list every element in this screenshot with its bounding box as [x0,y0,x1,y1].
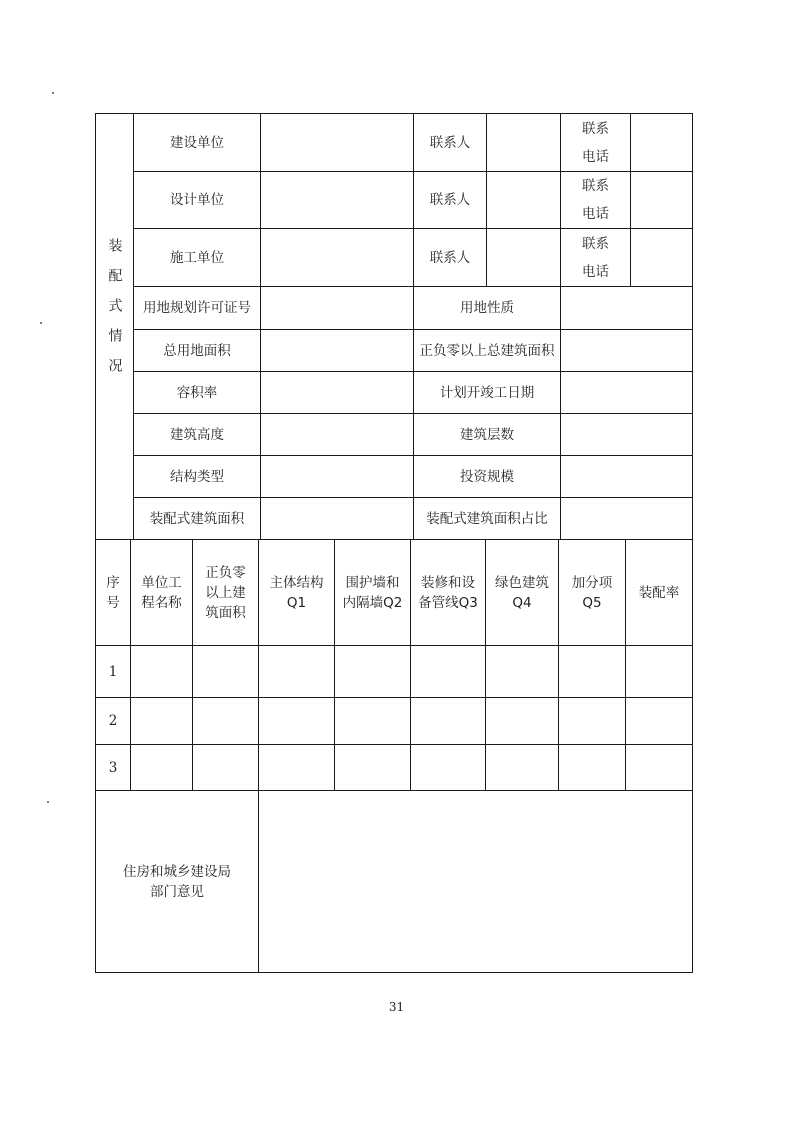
header-assembly-rate: 装配率 [638,584,680,601]
input-designer[interactable] [261,172,413,228]
input-designer-contact[interactable] [487,172,560,228]
input-constructor-phone[interactable] [631,229,692,286]
header-q5: 加分项 Q5 [571,574,613,611]
label-prefab-area: 装配式建筑面积 [149,510,245,527]
table-border-bottom [95,972,693,973]
input-floors[interactable] [561,414,692,455]
scan-speck [40,322,42,324]
input-department-opinion[interactable] [259,791,692,972]
input-height[interactable] [261,414,413,455]
input-structure[interactable] [261,456,413,497]
label-department-opinion: 住房和城乡建设局 部门意见 [123,863,231,900]
label-land-use: 用地性质 [460,300,514,316]
header-seq: 序 号 [106,574,120,611]
header-q1: 主体结构 Q1 [269,574,324,611]
header-project-name: 单位工 程名称 [141,574,182,611]
row-number: 1 [108,663,118,680]
label-builder-phone: 联系 电话 [582,120,609,165]
page-number: 31 [388,1000,405,1014]
label-plot-ratio: 容积率 [176,384,218,401]
label-floors: 建筑层数 [460,426,514,443]
input-builder-phone[interactable] [631,114,692,171]
label-constructor-contact: 联系人 [429,249,471,266]
header-q4: 绿色建筑 Q4 [495,574,549,611]
input-builder-contact[interactable] [487,114,560,171]
label-designer: 设计单位 [170,192,224,208]
input-schedule[interactable] [561,372,692,413]
input-prefab-area[interactable] [261,498,413,539]
label-height: 建筑高度 [170,426,224,443]
header-q2: 围护墙和 内隔墙Q2 [342,574,403,611]
row-number: 3 [108,759,118,776]
label-land-area: 总用地面积 [163,342,231,359]
section-label-text: 装配式情况 [106,238,123,388]
input-prefab-ratio[interactable] [561,498,692,539]
scan-speck [52,92,54,94]
input-plot-ratio[interactable] [261,372,413,413]
label-builder-contact: 联系人 [429,134,471,151]
label-builder: 建设单位 [170,134,224,151]
label-constructor-phone: 联系 电话 [582,235,609,280]
row-divider [95,744,693,745]
input-investment[interactable] [561,456,692,497]
label-constructor: 施工单位 [170,249,224,266]
label-designer-contact: 联系人 [429,192,471,208]
input-total-floor-area[interactable] [561,330,692,371]
header-q3: 装修和设 备管线Q3 [418,574,478,611]
header-floor-area: 正负零 以上建 筑面积 [205,564,246,621]
input-constructor-contact[interactable] [487,229,560,286]
row-number: 2 [108,713,118,729]
row-divider [95,697,693,698]
label-permit: 用地规划许可证号 [143,300,251,316]
label-prefab-ratio: 装配式建筑面积占比 [426,510,548,527]
section-label-prefab [96,223,133,403]
table-border-right [692,113,693,973]
label-investment: 投资规模 [460,468,514,485]
label-designer-phone: 联系 电话 [582,178,609,222]
input-designer-phone[interactable] [631,172,692,228]
scan-speck [47,801,49,803]
label-schedule: 计划开竣工日期 [439,384,535,401]
input-constructor[interactable] [261,229,413,286]
row-divider [95,645,693,646]
input-land-area[interactable] [261,330,413,371]
input-permit[interactable] [261,287,413,329]
input-land-use[interactable] [561,287,692,329]
input-builder[interactable] [261,114,413,171]
label-total-floor-area: 正负零以上总建筑面积 [419,342,555,359]
label-structure: 结构类型 [170,468,224,485]
